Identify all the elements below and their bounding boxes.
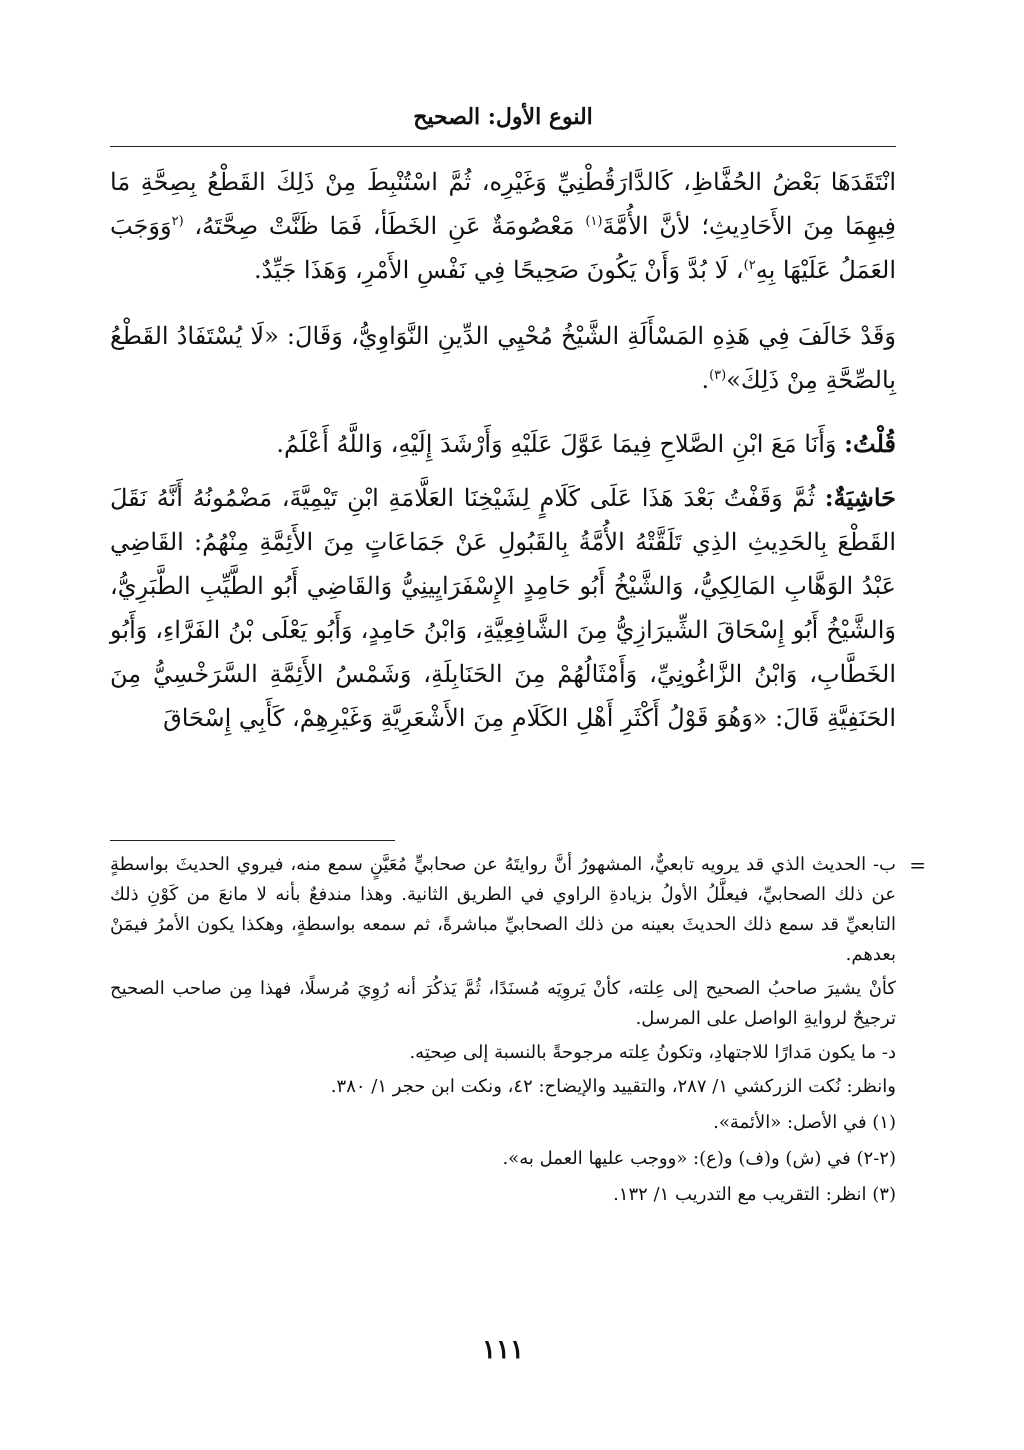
paragraph-1	[110, 160, 896, 292]
footnote-ref-2-end: ٢)	[743, 258, 756, 273]
continuation-mark: =	[909, 853, 926, 877]
paragraph-3	[110, 422, 896, 466]
footnote-item-d: د- ما يكون مَدارًا للاجتهادِ، وتكونُ عِلته مرجوحةً بالنسبة إلى صِحتِه.	[409, 1042, 896, 1063]
paragraph-2-text-b: .	[701, 366, 710, 394]
footnote-continuation	[110, 850, 926, 1102]
running-header	[110, 98, 896, 147]
paragraph-2-text-a: وَقَدْ خَالَفَ فِي هَذِهِ المَسْأَلَةِ الشَّيْخُ مُحْيِي الدِّينِ النَّوَاوِيُّ، وَقَالَ: «لَا يُسْتَفَادُ القَطْعُ بِالصِّحَّةِ مِنْ ذَلِكَ»	[110, 322, 896, 394]
footnote-ref-1: (١)	[585, 214, 603, 229]
book-page	[110, 0, 926, 1450]
footnote-3: (٣) انظر: التقريب مع التدريب ١/ ١٣٢.	[613, 1184, 896, 1205]
footnote-1: (١) في الأصل: «الأئمة».	[713, 1112, 896, 1133]
paragraph-2	[110, 314, 896, 402]
footnotes	[110, 850, 926, 1210]
paragraph-1-text-a: انْتَقَدَهَا بَعْضُ الحُفَّاظِ، كَالدَّارَقُطْنِيِّ وَغَيْرِه، ثُمَّ اسْتُنْبِطَ مِنْ ذَلِكَ القَطْعُ بِصِحَّةِ مَا فِيهِمَا مِنَ الأَحَادِيثِ؛ لأنَّ الأُمَّةَ	[110, 168, 896, 240]
paragraph-3-text: وَأَنَا مَعَ ابْنِ الصَّلاحِ فِيمَا عَوَّلَ عَلَيْهِ وَأَرْشَدَ إِلَيْهِ، وَاللَّهُ أَعْلَمُ.	[276, 430, 845, 458]
footnote-ref-2-start: (٢	[171, 214, 184, 229]
footnote-item-b: ب- الحديث الذي قد يرويه تابعيٌّ، المشهورُ أنَّ روايتَهُ عن صحابيٍّ مُعَيَّنٍ سمع منه، فيروي الحديثَ بواسطةٍ عن ذلك الصحابيِّ، فيعلَّلُ الأولُ بزيادةِ الراوي في الطريق الثانية. وهذا مندفعٌ بأنه لا مانعَ من كَوْنِ ذلك التابعيِّ قد سمع ذلك الحديثَ بعينه من ذلك الصحابيِّ مباشرةً، ثم سمعه بواسطةٍ، وهكذا يكون الأمرُ فيمَنْ بعدهم.	[110, 854, 896, 965]
footnote-item-j: كأنْ يشيرَ صاحبُ الصحيح إلى عِلته، كأنْ يَروِيَه مُسنَدًا، ثُمَّ يَذكُرَ أنه رُوِيَ مُرسلًا، فهذا مِن صاحب الصحيح ترجيحٌ لروايةِ الواصل على المرسل.	[110, 978, 896, 1029]
footnote-ref-3: (٣)	[709, 368, 727, 383]
footnote-2: (٢-٢) في (ش) و(ف) و(ع): «ووجب عليها العمل به».	[502, 1148, 896, 1169]
paragraph-1-text-b: مَعْصُومَةٌ عَنِ الخَطَأ، فَمَا ظَنَّتْ صِحَّتَهُ،	[194, 212, 575, 240]
paragraph-3-lead: قُلْتُ:	[844, 429, 896, 458]
paragraph-4-lead: حَاشِيَةٌ:	[824, 483, 896, 512]
page-number: ١١١	[482, 1335, 524, 1365]
paragraph-1-text-d: ، لَا بُدَّ وَأَنْ يَكُونَ صَحِيحًا فِي نَفْسِ الأَمْرِ، وَهَذَا جَيِّدٌ.	[253, 256, 744, 284]
paragraph-4	[110, 476, 896, 740]
paragraph-4-text: ثُمَّ وَقَفْتُ بَعْدَ هَذَا عَلَى كَلَامٍ لِشَيْخِنَا العَلَّامَةِ ابْنِ تَيْمِيَّةَ، مَضْمُونُهُ أَنَّهُ نَقَلَ القَطْعَ بِالحَدِيثِ الذِي تَلَقَّتْهُ الأُمَّةُ بِالقَبُولِ عَنْ جَمَاعَاتٍ مِنَ الأَئِمَّةِ مِنْهُمُ: القَاضِي عَبْدُ الوَهَّابِ المَالِكِيُّ، وَالشَّيْخُ أَبُو حَامِدٍ الإِسْفَرَايِينِيُّ وَالقَاضِي أَبُو الطَّيِّبِ الطَّبَرِيُّ، وَالشَّيْخُ أَبُو إِسْحَاقَ الشِّيرَازِيُّ مِنَ الشَّافِعِيَّةِ، وَابْنُ حَامِدٍ، وَأَبُو يَعْلَى بْنُ الفَرَّاءِ، وَأَبُو الخَطَّابِ، وَابْنُ الزَّاغُونِيِّ، وَأَمْثَالُهُمْ مِنَ الحَنَابِلَةِ، وَشَمْسُ الأَئِمَّةِ السَّرَخْسِيُّ مِنَ الحَنَفِيَّةِ قَالَ: «وَهُوَ قَوْلُ أَكْثَرِ أَهْلِ الكَلَامِ مِنَ الأَشْعَرِيَّةِ وَغَيْرِهِمْ، كَأَبِي إِسْحَاقَ	[110, 484, 896, 732]
main-text	[110, 160, 896, 740]
header-title: النوع الأول: الصحيح	[413, 104, 593, 130]
footnote-see-also: وانظر: نُكت الزركشي ١/ ٢٨٧، والتقييد والإيضاح: ٤٢، ونكت ابن حجر ١/ ٣٨٠.	[330, 1076, 896, 1097]
footnote-separator	[110, 840, 395, 841]
paragraph-1-text-c: وَوَجَبَ العَمَلُ عَلَيْهَا بِهِ	[110, 212, 896, 284]
